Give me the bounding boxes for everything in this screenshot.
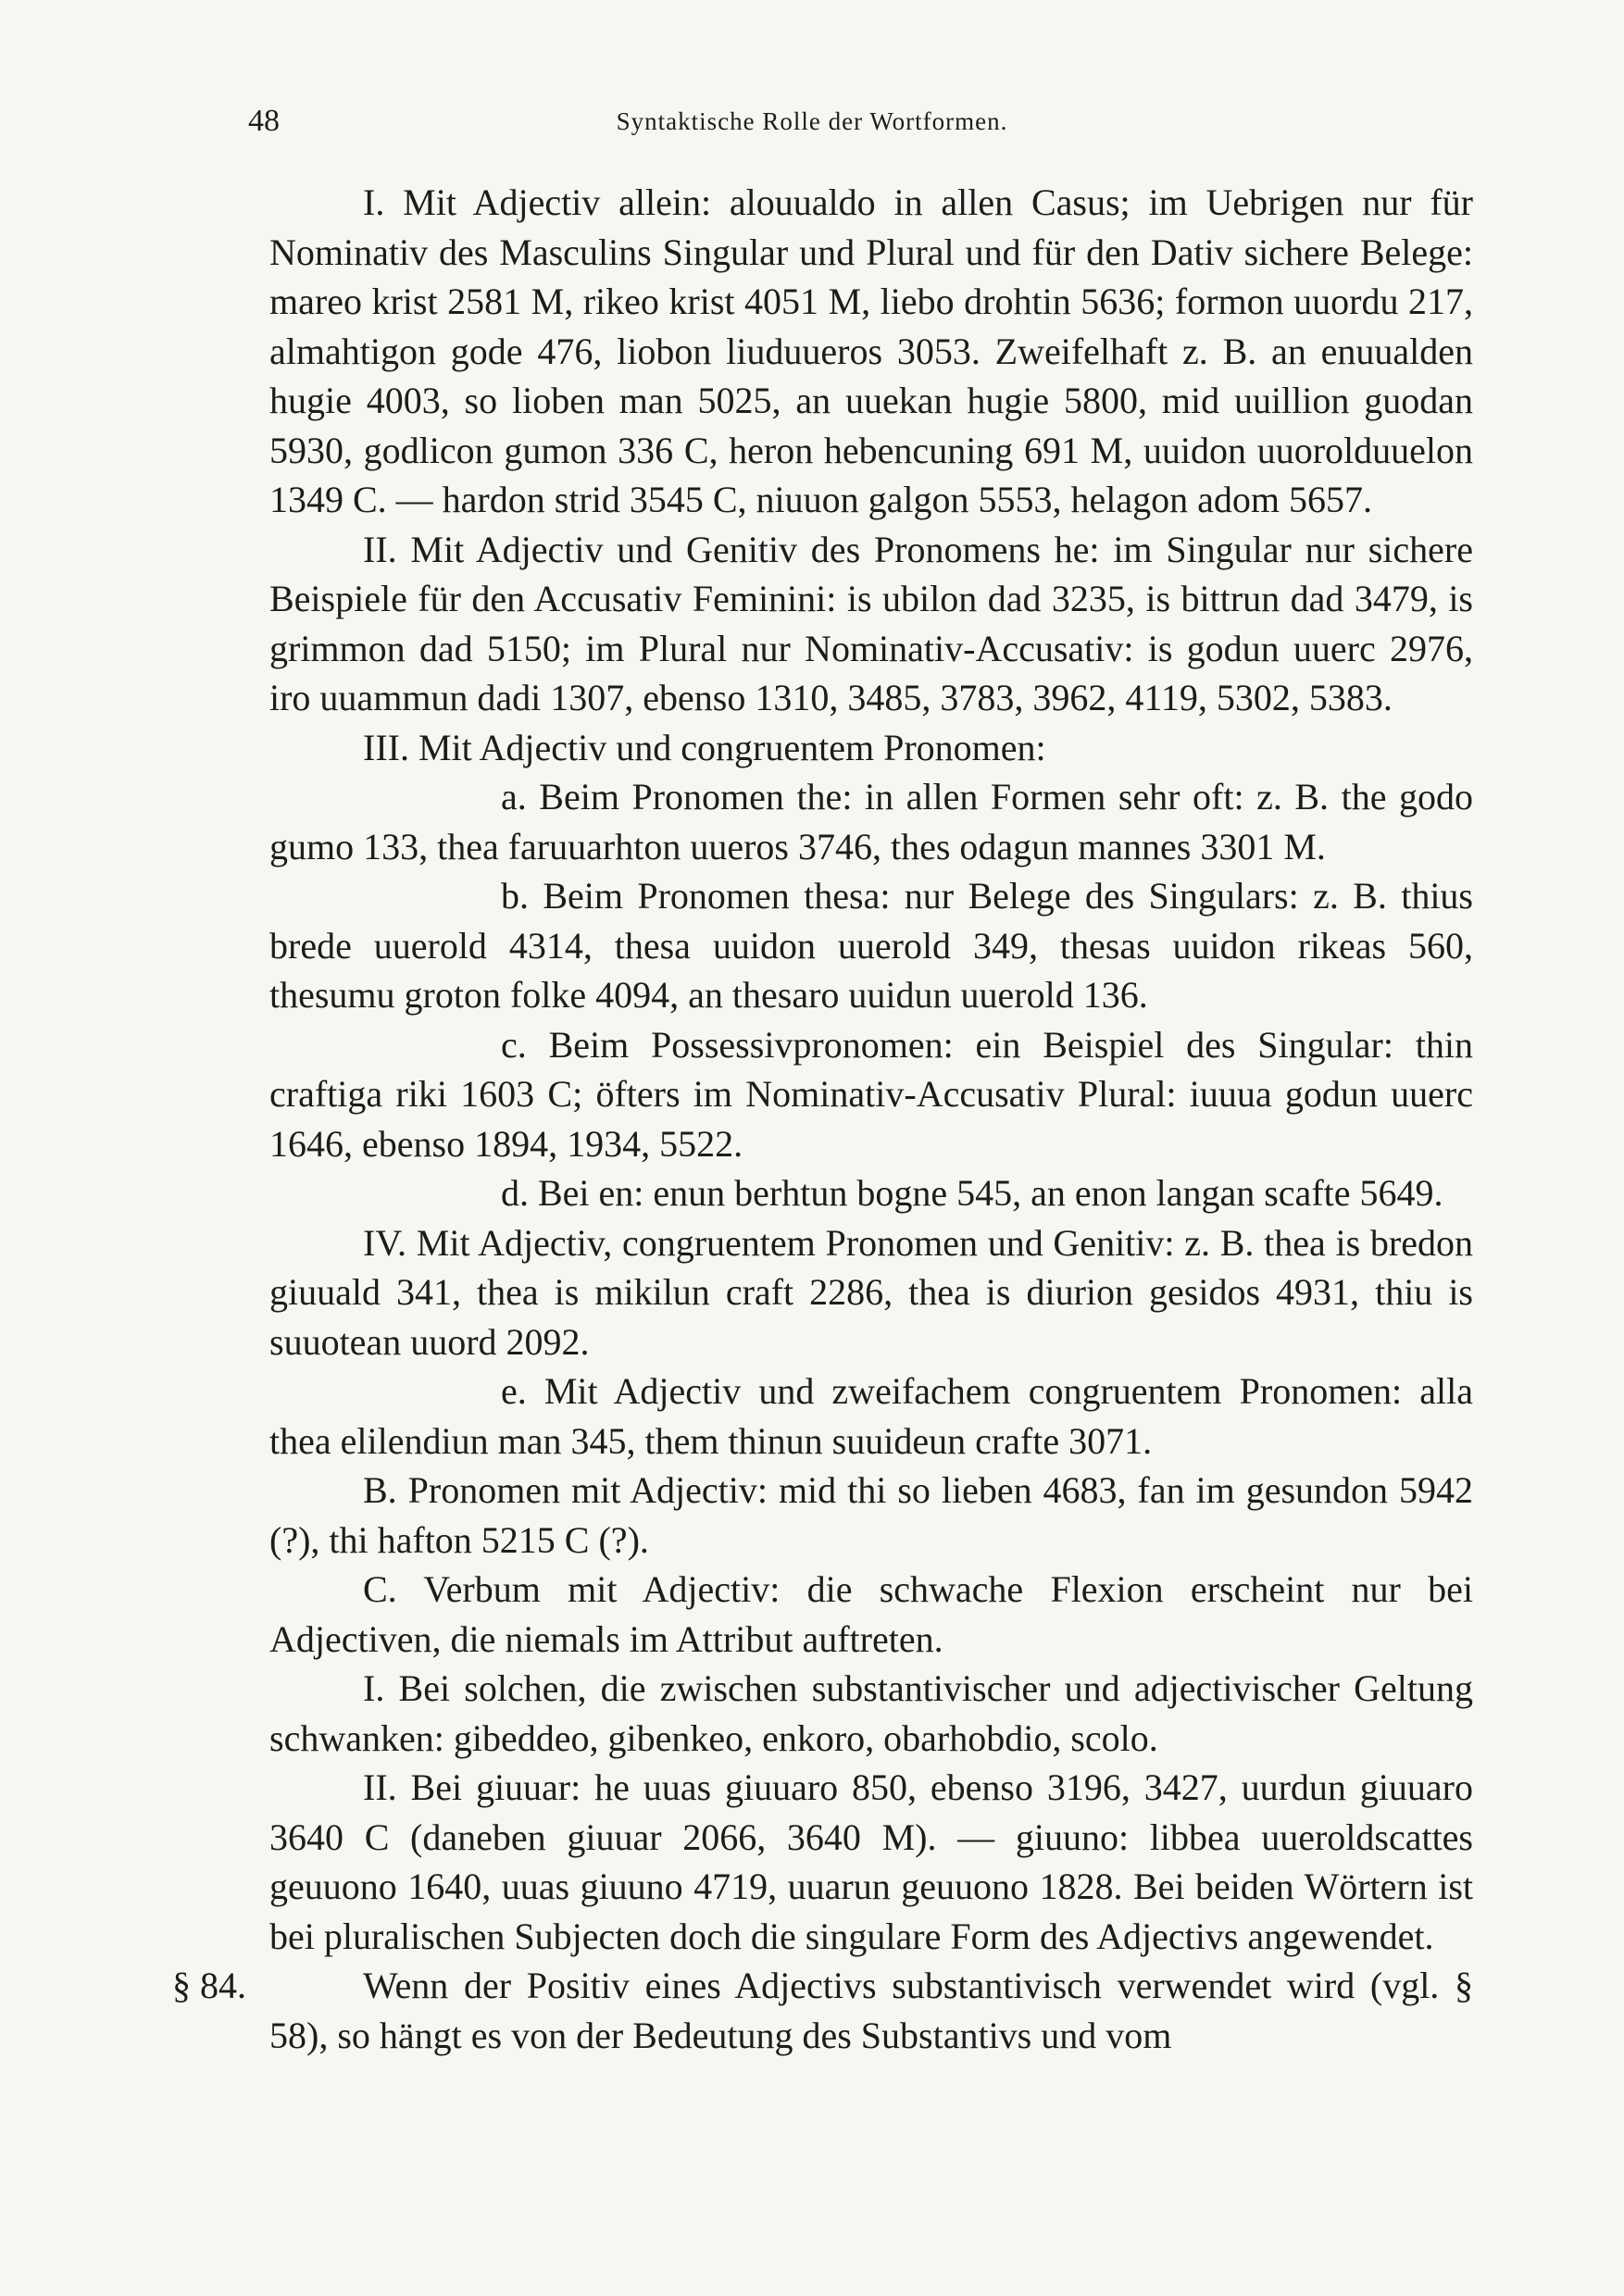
paragraph-10: B. Pronomen mit Adjectiv: mid thi so lieben 4683, fan im gesundon 5942 (?), thi hafton 5215 C (?). [269,1469,1473,1561]
paragraph-6: c. Beim Possessivpronomen: ein Beispiel des Singular: thin craftiga riki 1603 C; öfters im Nominativ-Accusativ Plural: iuuua godun uuerc 1646, ebenso 1894, 1934, 5522. [269,1023,1473,1165]
paragraph-13: II. Bei giuuar: he uuas giuuaro 850, ebenso 3196, 3427, uurdun giuuaro 3640 C (daneben giuuar 2066, 3640 M). — giuuno: libbea uueroldscattes geuuono 1640, uuas giuuno 4719, uuarun geuuono 1828. Bei beiden Wörtern ist bei pluralischen Subjecten doch die singulare Form des Adjectivs angewendet. [269,1766,1473,1957]
paragraph-5: b. Beim Pronomen thesa: nur Belege des Singulars: z. B. thius brede uuerold 4314, thesa uuidon uuerold 349, thesas uuidon rikeas 560, thesumu groton folke 4094, an thesaro uuidun uuerold 136. [269,875,1473,1016]
running-head: Syntaktische Rolle der Wortformen. [616,107,1008,135]
paragraph-9: e. Mit Adjectiv und zweifachem congruentem Pronomen: alla thea elilendiun man 345, them thinun suuideun crafte 3071. [269,1370,1473,1462]
page-header [0,104,1624,150]
page-number: 48 [248,104,280,138]
paragraph-3: III. Mit Adjectiv und congruentem Pronomen: [363,726,1046,768]
paragraph-8: IV. Mit Adjectiv, congruentem Pronomen und Genitiv: z. B. thea is bredon giuuald 341, thea is mikilun craft 2286, thea is diurion gesidos 4931, thiu is suuotean uuord 2092. [269,1221,1473,1363]
section-number: § 84. [172,1965,246,2006]
paragraph-2: II. Mit Adjectiv und Genitiv des Pronomens he: im Singular nur sichere Beispiele für den Accusativ Feminini: is ubilon dad 3235, is bittrun dad 3479, is grimmon dad 5150; im Plural nur Nominativ-Accusativ: is godun uuerc 2976, iro uuammun dadi 1307, ebenso 1310, 3485, 3783, 3962, 4119, 5302, 5383. [269,528,1473,718]
paragraph-4: a. Beim Pronomen the: in allen Formen sehr oft: z. B. the godo gumo 133, thea faruuarhton uueros 3746, thes odagun mannes 3301 M. [269,776,1473,867]
body-text [172,178,1473,2060]
paragraph-1: I. Mit Adjectiv allein: alouualdo in allen Casus; im Uebrigen nur für Nominativ des Masculins Singular und Plural und für den Dativ sichere Belege: mareo krist 2581 M, rikeo krist 4051 M, liebo drohtin 5636; formon uuordu 217, almahtigon gode 476, liobon liuduueros 3053. Zweifelhaft z. B. an enuualden hugie 4003, so lioben man 5025, an uuekan hugie 5800, mid uuillion guodan 5930, godlicon gumon 336 C, heron hebencuning 691 M, uuidon uuorolduuelon 1349 C. — hardon strid 3545 C, niuuon galgon 5553, helagon adom 5657. [269,181,1473,520]
section-84 [172,1961,1473,2060]
paragraph-12: I. Bei solchen, die zwischen substantivischer und adjectivischer Geltung schwanken: gibeddeo, gibenkeo, enkoro, obarhobdio, scolo. [269,1667,1473,1759]
paragraph-7: d. Bei en: enun berhtun bogne 545, an enon langan scafte 5649. [501,1172,1443,1214]
paragraph-11: C. Verbum mit Adjectiv: die schwache Flexion erscheint nur bei Adjectiven, die niemals im Attribut auftreten. [269,1568,1473,1660]
paragraph-14: Wenn der Positiv eines Adjectivs substantivisch verwendet wird (vgl. § 58), so hängt es von der Bedeutung des Substantivs und vom [269,1965,1473,2056]
